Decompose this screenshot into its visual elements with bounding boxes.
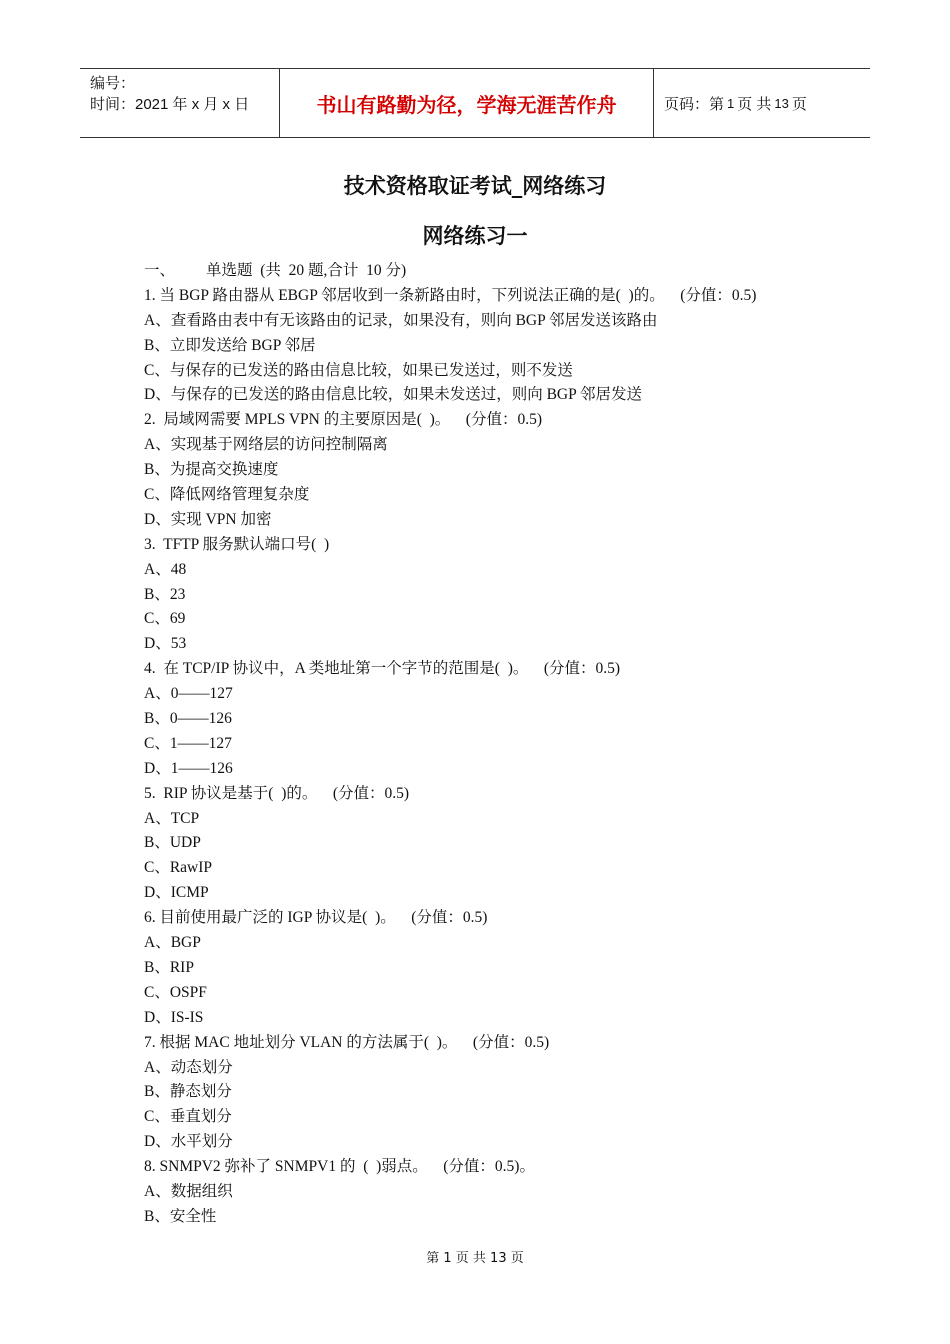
text-line: B、23	[144, 585, 186, 603]
text-line: C、RawIP	[144, 859, 213, 877]
question-list	[144, 259, 844, 1230]
text-line: C、垂直划分	[144, 1108, 232, 1126]
text-line: B、立即发送给 BGP 邻居	[144, 336, 316, 354]
text-line: D、与保存的已发送的路由信息比较，如果未发送过，则向 BGP 邻居发送	[144, 386, 643, 404]
text-line: D、实现 VPN 加密	[144, 510, 272, 528]
section-title: 网络练习一	[422, 224, 528, 248]
text-line: A、48	[144, 560, 187, 578]
text-line: D、1——126	[144, 759, 233, 777]
text-line: A、0——127	[144, 685, 233, 703]
text-line: C、与保存的已发送的路由信息比较，如果已发送过，则不发送	[144, 361, 573, 379]
page-end: 页	[791, 95, 807, 113]
text-line: 5. RIP 协议是基于( )的。 (分值：0.5)	[144, 784, 410, 802]
text-line: 一、 单选题 (共 20 题,合计 10 分)	[144, 262, 407, 279]
page-current: 1	[727, 95, 735, 111]
text-line: C、1——127	[144, 734, 232, 752]
text-line: B、0——126	[144, 710, 232, 728]
header-table	[80, 68, 870, 138]
text-line: 3. TFTP 服务默认端口号( )	[144, 535, 330, 553]
text-line: D、53	[144, 635, 187, 653]
header-motto: 书山有路勤为径，学海无涯苦作舟	[280, 69, 654, 137]
page-mid: 页 共	[737, 95, 772, 113]
text-line: B、为提高交换速度	[144, 461, 279, 479]
page-footer: 第 1 页 共 13 页	[426, 1251, 524, 1266]
page-label: 页码：第	[664, 95, 725, 113]
text-line: A、数据组织	[144, 1182, 233, 1200]
text-line: D、ICMP	[144, 884, 209, 902]
text-line: 8. SNMPV2 弥补了 SNMPV1 的 ( )弱点。 (分值：0.5)。	[144, 1158, 535, 1176]
text-line: 7. 根据 MAC 地址划分 VLAN 的方法属于( )。 (分值：0.5)	[144, 1033, 550, 1051]
date-line: 时间：2021 年 x 月 x 日	[90, 96, 250, 113]
text-line: C、69	[144, 610, 186, 628]
text-line: A、动态划分	[144, 1058, 233, 1076]
text-line: 2. 局域网需要 MPLS VPN 的主要原因是( )。 (分值：0.5)	[144, 411, 542, 429]
text-line: 6. 目前使用最广泛的 IGP 协议是( )。 (分值：0.5)	[144, 909, 488, 927]
text-line: B、安全性	[144, 1207, 217, 1225]
text-line: B、RIP	[144, 958, 194, 976]
text-line: A、实现基于网络层的访问控制隔离	[144, 436, 388, 454]
serial-label: 编号：	[90, 75, 136, 92]
header-meta-cell	[80, 69, 280, 137]
text-line: 1. 当 BGP 路由器从 EBGP 邻居收到一条新路由时，下列说法正确的是( )的。 (分值：0.5)	[144, 286, 757, 304]
text-line: D、水平划分	[144, 1133, 233, 1151]
text-line: B、静态划分	[144, 1083, 232, 1101]
document-title: 技术资格取证考试_网络练习	[343, 174, 607, 198]
text-line: C、OSPF	[144, 983, 207, 1001]
text-line: B、UDP	[144, 834, 201, 852]
text-line: A、BGP	[144, 934, 201, 952]
text-line: 4. 在 TCP/IP 协议中，A 类地址第一个字节的范围是( )。 (分值：0.5)	[144, 660, 621, 678]
header-page-number	[654, 69, 870, 137]
page-total: 13	[774, 95, 789, 111]
text-line: C、降低网络管理复杂度	[144, 486, 310, 504]
text-line: A、TCP	[144, 809, 200, 827]
text-line: D、IS-IS	[144, 1008, 204, 1026]
text-line: A、查看路由表中有无该路由的记录，如果没有，则向 BGP 邻居发送该路由	[144, 311, 658, 329]
